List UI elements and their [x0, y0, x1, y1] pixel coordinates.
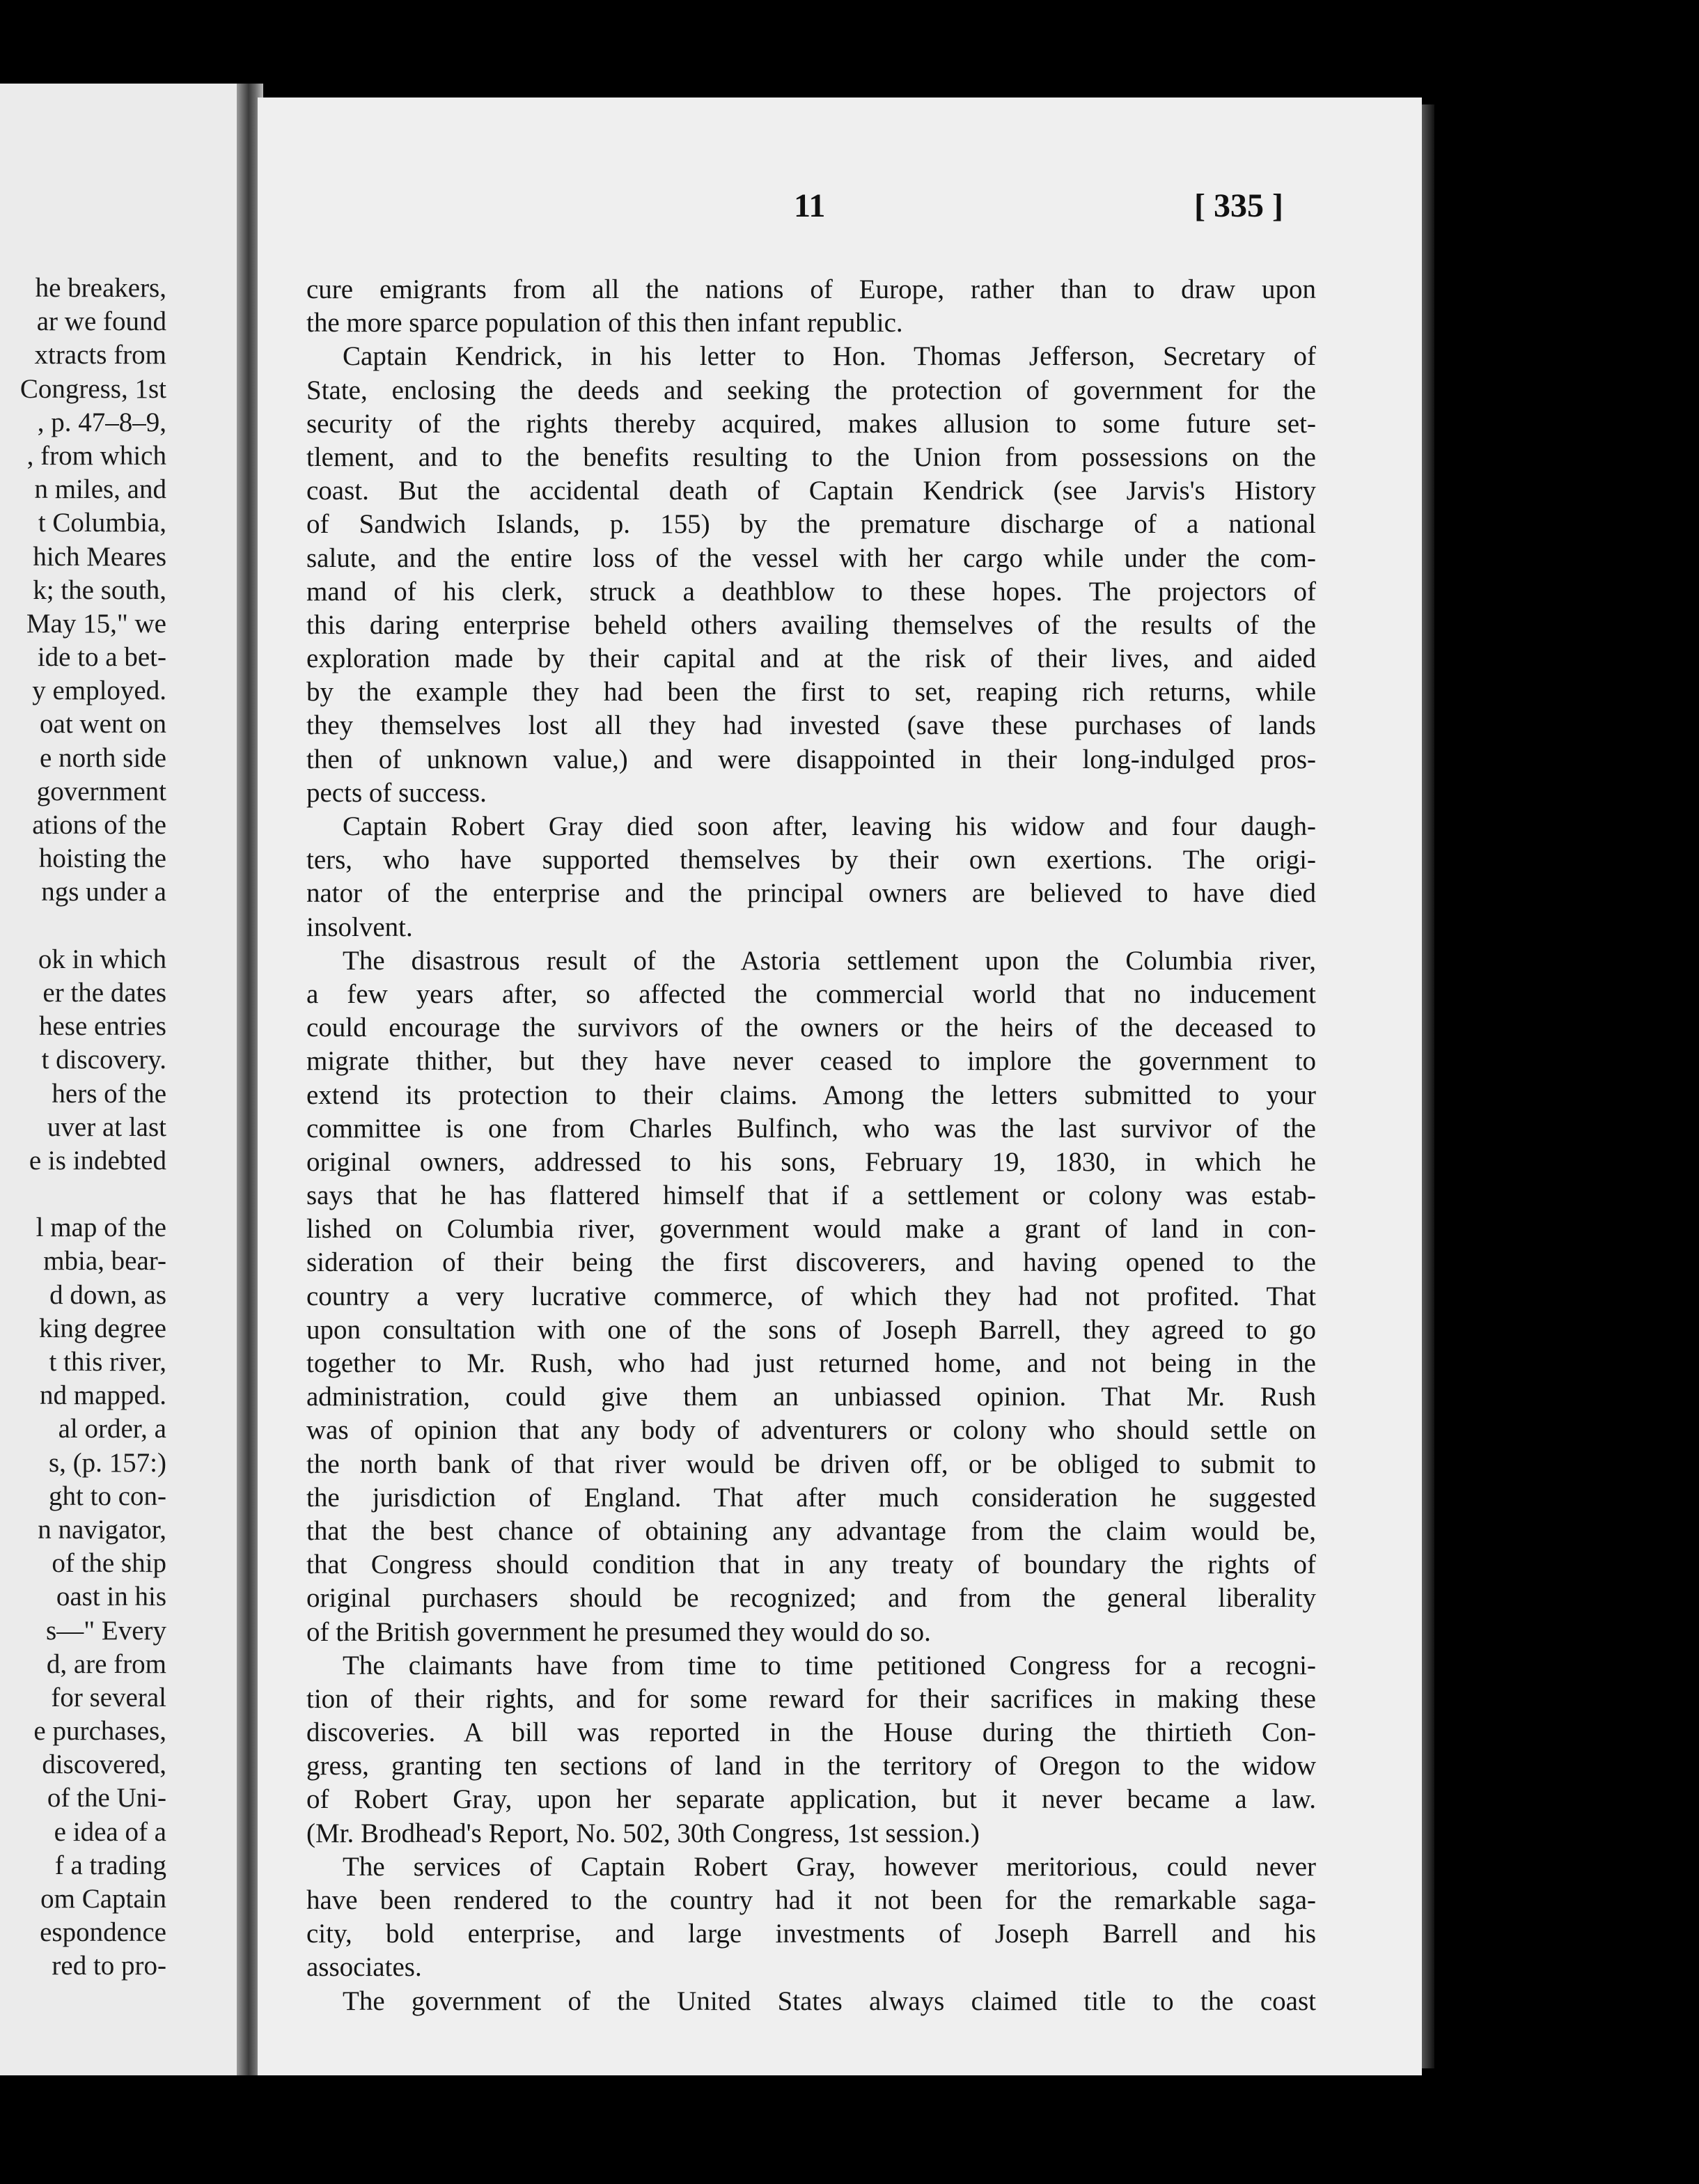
- left-page-line: e north side: [40, 742, 166, 773]
- body-line: ters, who have supported themselves by their own exertions. The origi-: [306, 845, 1316, 875]
- body-line: State, enclosing the deeds and seeking the protection of government for the: [306, 375, 1316, 405]
- left-page-line: om Captain: [40, 1884, 166, 1914]
- left-page-line: s, (p. 157:): [49, 1447, 166, 1478]
- body-line: salute, and the entire loss of the vessel with her cargo while under the com-: [306, 543, 1316, 573]
- left-page-line: l map of the: [36, 1212, 166, 1243]
- left-page-line: ide to a bet-: [37, 642, 166, 673]
- left-page-line: oat went on: [40, 709, 166, 740]
- body-line: country a very lucrative commerce, of which they had not profited. That: [306, 1281, 1316, 1311]
- body-line: by the example they had been the first to set, reaping rich returns, while: [306, 677, 1316, 708]
- left-page-line: e idea of a: [54, 1816, 166, 1847]
- body-line: this daring enterprise beheld others availing themselves of the results of the: [306, 609, 1316, 640]
- body-line: migrate thither, but they have never ceased to implore the government to: [306, 1046, 1316, 1077]
- left-page-text: [20, 272, 166, 1983]
- body-line: says that he has flattered himself that if a settlement or colony was estab-: [306, 1180, 1316, 1211]
- body-line: city, bold enterprise, and large investments of Joseph Barrell and his: [306, 1919, 1316, 1949]
- body-line: they themselves lost all they had invested (save these purchases of lands: [306, 710, 1316, 741]
- left-page-line: k; the south,: [33, 575, 166, 605]
- left-page-line: , p. 47–8–9,: [37, 407, 166, 437]
- left-page-line: of the Uni-: [47, 1783, 166, 1814]
- left-page-line: government: [36, 776, 166, 806]
- left-page-line: xtracts from: [34, 340, 166, 370]
- body-line: Captain Robert Gray died soon after, leaving his widow and four daugh-: [343, 811, 1316, 841]
- left-page-line: nd mapped.: [40, 1380, 166, 1411]
- left-page-line: of the ship: [52, 1548, 166, 1579]
- body-line: then of unknown value,) and were disappointed in their long-indulged pros-: [306, 744, 1316, 774]
- body-line: the more sparce population of this then infant republic.: [306, 308, 903, 338]
- body-line: exploration made by their capital and at the risk of their lives, and aided: [306, 644, 1316, 674]
- body-line: nator of the enterprise and the principal owners are believed to have died: [306, 878, 1316, 909]
- left-page-line: n navigator,: [38, 1514, 166, 1545]
- left-page-line: t Columbia,: [38, 508, 166, 538]
- body-line: have been rendered to the country had it not been for the remarkable saga-: [306, 1885, 1316, 1915]
- body-line: insolvent.: [306, 912, 413, 942]
- page-number: 11: [794, 187, 826, 224]
- body-line: that Congress should condition that in any treaty of boundary the rights of: [306, 1550, 1316, 1580]
- left-page-line: hich Meares: [33, 541, 166, 572]
- body-line: Captain Kendrick, in his letter to Hon. Thomas Jefferson, Secretary of: [343, 341, 1316, 372]
- left-page-line: t discovery.: [41, 1045, 166, 1075]
- page-edge-shadow: [1422, 104, 1434, 2068]
- left-page-line: espondence: [40, 1917, 166, 1948]
- left-page-line: er the dates: [42, 977, 166, 1008]
- body-line: together to Mr. Rush, who had just returned home, and not being in the: [306, 1348, 1316, 1378]
- body-text: [306, 273, 1316, 2018]
- body-line: of Robert Gray, upon her separate application, but it never became a law.: [306, 1784, 1316, 1815]
- left-page-line: May 15," we: [26, 608, 166, 639]
- body-line: was of opinion that any body of adventurers or colony who should settle on: [306, 1415, 1316, 1446]
- left-page-line: hoisting the: [38, 843, 166, 874]
- left-page-line: Congress, 1st: [19, 373, 166, 404]
- left-page-line: ar we found: [36, 306, 166, 337]
- left-page-line: y employed.: [32, 676, 166, 706]
- body-line: original purchasers should be recognized; and from the general liberality: [306, 1583, 1316, 1614]
- left-page-line: f a trading: [54, 1850, 166, 1880]
- body-line: of the British government he presumed they would do so.: [306, 1616, 931, 1647]
- left-page-line: oast in his: [56, 1582, 166, 1612]
- body-line: the jurisdiction of England. That after much consideration he suggested: [306, 1482, 1316, 1513]
- body-line: coast. But the accidental death of Captain Kendrick (see Jarvis's History: [306, 476, 1316, 506]
- left-page-line: d down, as: [49, 1279, 166, 1310]
- left-page-line: red to pro-: [52, 1951, 166, 1981]
- body-line: The disastrous result of the Astoria settlement upon the Columbia river,: [343, 945, 1316, 976]
- body-line: sideration of their being the first discoverers, and having opened to the: [306, 1247, 1316, 1278]
- left-page-line: hers of the: [52, 1078, 166, 1109]
- body-line: original owners, addressed to his sons, February 19, 1830, in which he: [306, 1146, 1316, 1177]
- left-page-line: for several: [51, 1682, 166, 1713]
- left-page-line: discovered,: [42, 1749, 166, 1780]
- body-line: cure emigrants from all the nations of Europe, rather than to draw upon: [306, 274, 1316, 304]
- left-page-line: hese entries: [38, 1011, 166, 1042]
- body-line: associates.: [306, 1952, 422, 1983]
- body-line: lished on Columbia river, government would make a grant of land in con-: [306, 1214, 1316, 1245]
- left-page-line: mbia, bear-: [43, 1246, 166, 1277]
- left-page-line: al order, a: [58, 1414, 166, 1444]
- body-line: gress, granting ten sections of land in the territory of Oregon to the widow: [306, 1751, 1316, 1781]
- body-line: administration, could give them an unbiassed opinion. That Mr. Rush: [306, 1382, 1316, 1412]
- left-page-line: e purchases,: [33, 1716, 166, 1747]
- body-line: extend its protection to their claims. Among the letters submitted to your: [306, 1079, 1316, 1110]
- left-page-line: ations of the: [32, 810, 166, 840]
- left-page-line: he breakers,: [35, 273, 166, 303]
- left-page-line: , from which: [26, 440, 166, 471]
- body-line: (Mr. Brodhead's Report, No. 502, 30th Congress, 1st session.): [306, 1818, 980, 1848]
- body-line: security of the rights thereby acquired, makes allusion to some future set-: [306, 408, 1316, 439]
- body-line: The claimants have from time to time petitioned Congress for a recogni-: [343, 1650, 1316, 1680]
- body-line: committee is one from Charles Bulfinch, who was the last survivor of the: [306, 1113, 1316, 1144]
- body-line: upon consultation with one of the sons of Joseph Barrell, they agreed to go: [306, 1314, 1316, 1345]
- body-line: could encourage the survivors of the owners or the heirs of the deceased to: [306, 1013, 1316, 1043]
- body-line: The services of Captain Robert Gray, however meritorious, could never: [343, 1851, 1316, 1882]
- left-page-line: ngs under a: [41, 877, 166, 907]
- left-page-line: [20, 910, 166, 943]
- body-line: tion of their rights, and for some reward for their sacrifices in making these: [306, 1683, 1316, 1714]
- left-page-line: t this river,: [49, 1347, 166, 1377]
- left-page-line: e is indebted: [29, 1145, 166, 1176]
- body-line: a few years after, so affected the commercial world that no inducement: [306, 978, 1316, 1009]
- body-line: The government of the United States always claimed title to the coast: [343, 1986, 1316, 2016]
- left-page-line: king degree: [38, 1313, 166, 1343]
- left-page-line: ght to con-: [49, 1481, 166, 1511]
- body-line: discoveries. A bill was reported in the House during the thirtieth Con-: [306, 1717, 1316, 1748]
- left-page-line: [20, 1178, 166, 1211]
- body-line: mand of his clerk, struck a deathblow to these hopes. The projectors of: [306, 576, 1316, 607]
- left-page-line: d, are from: [46, 1648, 166, 1679]
- body-line: of Sandwich Islands, p. 155) by the premature discharge of a national: [306, 509, 1316, 540]
- body-line: pects of success.: [306, 777, 487, 808]
- left-page-line: ok in which: [38, 944, 166, 974]
- left-page-line: n miles, and: [34, 474, 166, 505]
- left-page: [0, 84, 247, 2075]
- document-number: [ 335 ]: [1194, 187, 1283, 224]
- body-line: that the best chance of obtaining any advantage from the claim would be,: [306, 1515, 1316, 1546]
- body-line: the north bank of that river would be driven off, or be obliged to submit to: [306, 1449, 1316, 1479]
- left-page-line: s—" Every: [46, 1615, 166, 1646]
- left-page-line: uver at last: [47, 1112, 166, 1142]
- body-line: tlement, and to the benefits resulting to the Union from possessions on the: [306, 442, 1316, 472]
